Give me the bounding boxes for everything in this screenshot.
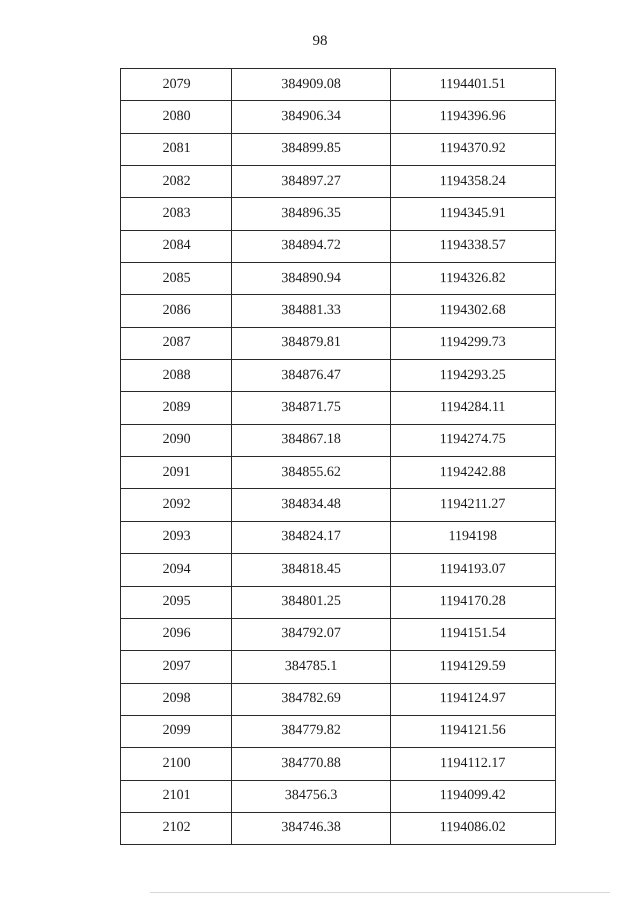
x-coordinate-cell: 384818.45 bbox=[232, 553, 390, 586]
x-coordinate-cell: 384894.72 bbox=[232, 230, 390, 263]
x-coordinate-cell: 384906.34 bbox=[232, 100, 390, 133]
table-row bbox=[121, 812, 556, 844]
table-row bbox=[121, 554, 556, 586]
x-coordinate-cell: 384824.17 bbox=[232, 521, 390, 554]
y-coordinate-cell: 1194345.91 bbox=[390, 198, 556, 231]
y-coordinate-cell: 1194370.92 bbox=[390, 133, 556, 166]
table-row bbox=[121, 263, 556, 295]
scan-edge-line bbox=[150, 892, 610, 893]
y-coordinate-cell: 1194284.11 bbox=[390, 392, 556, 425]
x-coordinate-cell: 384785.1 bbox=[232, 650, 390, 683]
y-coordinate-cell: 1194151.54 bbox=[390, 618, 556, 651]
y-coordinate-cell: 1194242.88 bbox=[390, 456, 556, 489]
x-coordinate-cell: 384876.47 bbox=[232, 359, 390, 392]
table-row bbox=[121, 457, 556, 489]
x-coordinate-cell: 384746.38 bbox=[232, 812, 390, 845]
y-coordinate-cell: 1194211.27 bbox=[390, 489, 556, 522]
x-coordinate-cell: 384897.27 bbox=[232, 165, 390, 198]
table-row bbox=[121, 715, 556, 747]
y-coordinate-cell: 1194170.28 bbox=[390, 586, 556, 619]
table-body bbox=[121, 69, 556, 845]
x-coordinate-cell: 384896.35 bbox=[232, 198, 390, 231]
y-coordinate-cell: 1194086.02 bbox=[390, 812, 556, 845]
point-id-cell: 2091 bbox=[120, 456, 231, 489]
x-coordinate-cell: 384855.62 bbox=[232, 456, 390, 489]
point-id-cell: 2092 bbox=[120, 489, 231, 522]
y-coordinate-cell: 1194302.68 bbox=[390, 295, 556, 328]
table-row bbox=[121, 230, 556, 262]
table-row bbox=[121, 69, 556, 101]
point-id-cell: 2086 bbox=[120, 295, 231, 328]
point-id-cell: 2088 bbox=[120, 359, 231, 392]
table-row bbox=[121, 198, 556, 230]
x-coordinate-cell: 384779.82 bbox=[232, 715, 390, 748]
y-coordinate-cell: 1194112.17 bbox=[390, 747, 556, 780]
table-row bbox=[121, 618, 556, 650]
point-id-cell: 2081 bbox=[120, 133, 231, 166]
y-coordinate-cell: 1194396.96 bbox=[390, 100, 556, 133]
table-row bbox=[121, 101, 556, 133]
x-coordinate-cell: 384881.33 bbox=[232, 295, 390, 328]
x-coordinate-cell: 384801.25 bbox=[232, 586, 390, 619]
table-row bbox=[121, 133, 556, 165]
table-row bbox=[121, 327, 556, 359]
point-id-cell: 2085 bbox=[120, 262, 231, 295]
point-id-cell: 2097 bbox=[120, 650, 231, 683]
table-row bbox=[121, 683, 556, 715]
point-id-cell: 2099 bbox=[120, 715, 231, 748]
x-coordinate-cell: 384909.08 bbox=[232, 68, 390, 101]
point-id-cell: 2096 bbox=[120, 618, 231, 651]
y-coordinate-cell: 1194274.75 bbox=[390, 424, 556, 457]
x-coordinate-cell: 384890.94 bbox=[232, 262, 390, 295]
point-id-cell: 2087 bbox=[120, 327, 231, 360]
x-coordinate-cell: 384770.88 bbox=[232, 747, 390, 780]
point-id-cell: 2098 bbox=[120, 683, 231, 716]
point-id-cell: 2095 bbox=[120, 586, 231, 619]
point-id-cell: 2102 bbox=[120, 812, 231, 845]
x-coordinate-cell: 384834.48 bbox=[232, 489, 390, 522]
x-coordinate-cell: 384879.81 bbox=[232, 327, 390, 360]
table-row bbox=[121, 392, 556, 424]
coordinate-table bbox=[120, 68, 556, 845]
table-row bbox=[121, 424, 556, 456]
y-coordinate-cell: 1194124.97 bbox=[390, 683, 556, 716]
point-id-cell: 2079 bbox=[120, 68, 231, 101]
point-id-cell: 2093 bbox=[120, 521, 231, 554]
point-id-cell: 2089 bbox=[120, 392, 231, 425]
x-coordinate-cell: 384792.07 bbox=[232, 618, 390, 651]
point-id-cell: 2084 bbox=[120, 230, 231, 263]
point-id-cell: 2080 bbox=[120, 101, 231, 134]
point-id-cell: 2083 bbox=[120, 198, 231, 231]
table-row bbox=[121, 748, 556, 780]
x-coordinate-cell: 384756.3 bbox=[232, 780, 390, 813]
y-coordinate-cell: 1194198 bbox=[390, 521, 556, 554]
table-row bbox=[121, 166, 556, 198]
y-coordinate-cell: 1194293.25 bbox=[390, 359, 556, 392]
table-row bbox=[121, 489, 556, 521]
y-coordinate-cell: 1194358.24 bbox=[390, 165, 556, 198]
y-coordinate-cell: 1194401.51 bbox=[390, 68, 556, 101]
table-row bbox=[121, 586, 556, 618]
table-row bbox=[121, 295, 556, 327]
y-coordinate-cell: 1194129.59 bbox=[390, 650, 556, 683]
x-coordinate-cell: 384871.75 bbox=[232, 392, 390, 425]
page-number: 98 bbox=[312, 33, 328, 49]
table-row bbox=[121, 360, 556, 392]
x-coordinate-cell: 384867.18 bbox=[232, 424, 390, 457]
y-coordinate-cell: 1194193.07 bbox=[390, 553, 556, 586]
y-coordinate-cell: 1194338.57 bbox=[390, 230, 556, 263]
y-coordinate-cell: 1194099.42 bbox=[390, 780, 556, 813]
point-id-cell: 2094 bbox=[120, 553, 231, 586]
point-id-cell: 2101 bbox=[120, 780, 231, 813]
y-coordinate-cell: 1194299.73 bbox=[390, 327, 556, 360]
table-row bbox=[121, 780, 556, 812]
point-id-cell: 2082 bbox=[120, 165, 231, 198]
x-coordinate-cell: 384782.69 bbox=[232, 683, 390, 716]
y-coordinate-cell: 1194326.82 bbox=[390, 262, 556, 295]
point-id-cell: 2090 bbox=[120, 424, 231, 457]
y-coordinate-cell: 1194121.56 bbox=[390, 715, 556, 748]
table-row bbox=[121, 651, 556, 683]
x-coordinate-cell: 384899.85 bbox=[232, 133, 390, 166]
table-row bbox=[121, 521, 556, 553]
point-id-cell: 2100 bbox=[120, 747, 231, 780]
